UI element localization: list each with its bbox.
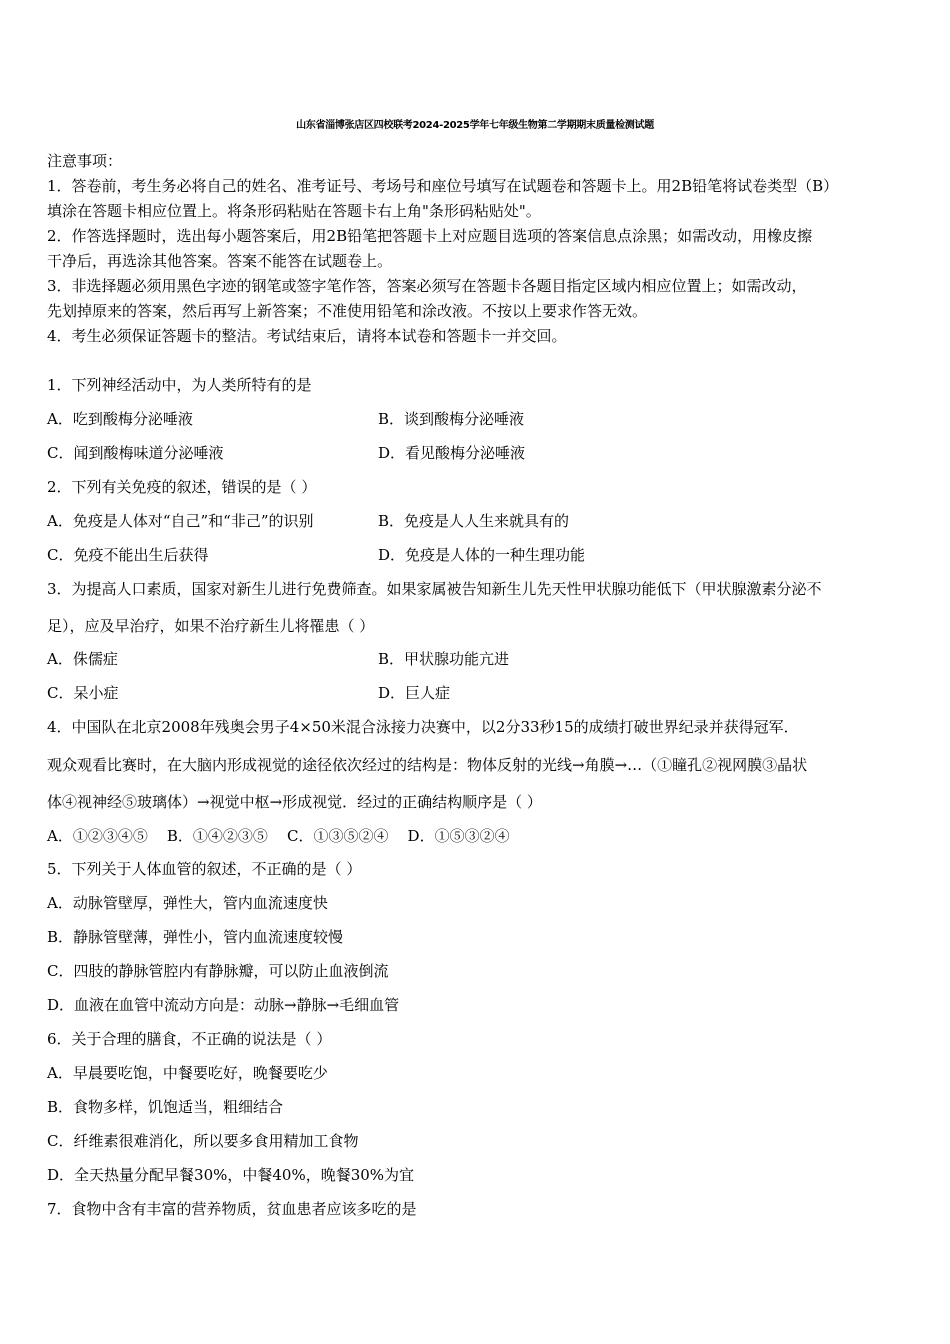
- question-5-option-d: D．血液在血管中流动方向是：动脉→静脉→毛细血管: [47, 996, 400, 1014]
- question-3-option-c: C．呆小症: [47, 684, 119, 702]
- question-3-stem-line-2: 足），应及早治疗，如果不治疗新生儿将罹患（ ）: [47, 617, 375, 635]
- question-6-option-c: C．纤维素很难消化，所以要多食用精加工食物: [47, 1132, 359, 1150]
- notice-line-4: 干净后，再选涂其他答案。答案不能答在试题卷上。: [47, 252, 393, 270]
- notice-line-2: 填涂在答题卡相应位置上。将条形码粘贴在答题卡右上角"条形码粘贴处"。: [47, 202, 541, 220]
- question-3-option-d: D．巨人症: [378, 684, 451, 702]
- question-1-option-a: A．吃到酸梅分泌唾液: [47, 410, 193, 428]
- question-4-stem-line-3: 体④视神经⑤玻璃体）→视觉中枢→形成视觉．经过的正确结构顺序是（ ）: [47, 793, 542, 811]
- notice-line-1: 1．答卷前，考生务必将自己的姓名、准考证号、考场号和座位号填写在试题卷和答题卡上。用2B铅笔将试卷类型（B）: [47, 177, 839, 195]
- page-title: 山东省淄博张店区四校联考2024-2025学年七年级生物第二学期期末质量检测试题: [296, 120, 654, 131]
- question-5-option-a: A．动脉管壁厚，弹性大，管内血流速度快: [47, 894, 328, 912]
- notice-line-7: 4．考生必须保证答题卡的整洁。考试结束后，请将本试卷和答题卡一并交回。: [47, 327, 567, 345]
- question-3-option-a: A．侏儒症: [47, 650, 118, 668]
- question-5-option-c: C．四肢的静脉管腔内有静脉瓣，可以防止血液倒流: [47, 962, 389, 980]
- notice-line-5: 3．非选择题必须用黑色字迹的钢笔或签字笔作答，答案必须写在答题卡各题目指定区域内相应位置上；如需改动，: [47, 277, 807, 295]
- notice-heading: 注意事项：: [47, 152, 123, 170]
- question-4-stem-line-1: 4．中国队在北京2008年残奥会男子4×50米混合泳接力决赛中，以2分33秒15的成绩打破世界纪录并获得冠军．: [47, 718, 799, 736]
- question-1-stem: 1．下列神经活动中，为人类所特有的是: [47, 376, 312, 394]
- question-4-options: A．①②③④⑤ B．①④②③⑤ C．①③⑤②④ D．①⑤③②④: [47, 827, 510, 845]
- question-1-option-d: D．看见酸梅分泌唾液: [378, 444, 526, 462]
- notice-line-6: 先划掉原来的答案，然后再写上新答案；不准使用铅笔和涂改液。不按以上要求作答无效。: [47, 302, 648, 320]
- question-4-stem-line-2: 观众观看比赛时，在大脑内形成视觉的途径依次经过的结构是：物体反射的光线→角膜→…（①瞳孔②视网膜③晶状: [47, 756, 808, 774]
- question-1-option-b: B．谈到酸梅分泌唾液: [378, 410, 525, 428]
- question-3-option-b: B．甲状腺功能亢进: [378, 650, 510, 668]
- question-3-stem-line-1: 3．为提高人口素质，国家对新生儿进行免费筛查。如果家属被告知新生儿先天性甲状腺功能低下（甲状腺激素分泌不: [47, 580, 822, 598]
- question-1-option-c: C．闻到酸梅味道分泌唾液: [47, 444, 224, 462]
- question-6-stem: 6．关于合理的膳食，不正确的说法是（ ）: [47, 1030, 332, 1048]
- question-2-option-b: B．免疫是人人生来就具有的: [378, 512, 570, 530]
- question-2-option-c: C．免疫不能出生后获得: [47, 546, 209, 564]
- question-2-option-a: A．免疫是人体对“自己”和“非己”的识别: [47, 512, 314, 530]
- question-2-option-d: D．免疫是人体的一种生理功能: [378, 546, 586, 564]
- question-6-option-d: D．全天热量分配早餐30%，中餐40%，晚餐30%为宜: [47, 1166, 415, 1184]
- question-6-option-b: B．食物多样，饥饱适当，粗细结合: [47, 1098, 284, 1116]
- question-2-stem: 2．下列有关免疫的叙述，错误的是（ ）: [47, 478, 317, 496]
- question-5-option-b: B．静脉管壁薄，弹性小，管内血流速度较慢: [47, 928, 344, 946]
- notice-line-3: 2．作答选择题时，选出每小题答案后，用2B铅笔把答题卡上对应题目选项的答案信息点涂黑；如需改动，用橡皮擦: [47, 227, 813, 245]
- question-6-option-a: A．早晨要吃饱，中餐要吃好，晚餐要吃少: [47, 1064, 328, 1082]
- question-7-stem: 7．食物中含有丰富的营养物质，贫血患者应该多吃的是: [47, 1200, 417, 1218]
- question-5-stem: 5．下列关于人体血管的叙述，不正确的是（ ）: [47, 860, 362, 878]
